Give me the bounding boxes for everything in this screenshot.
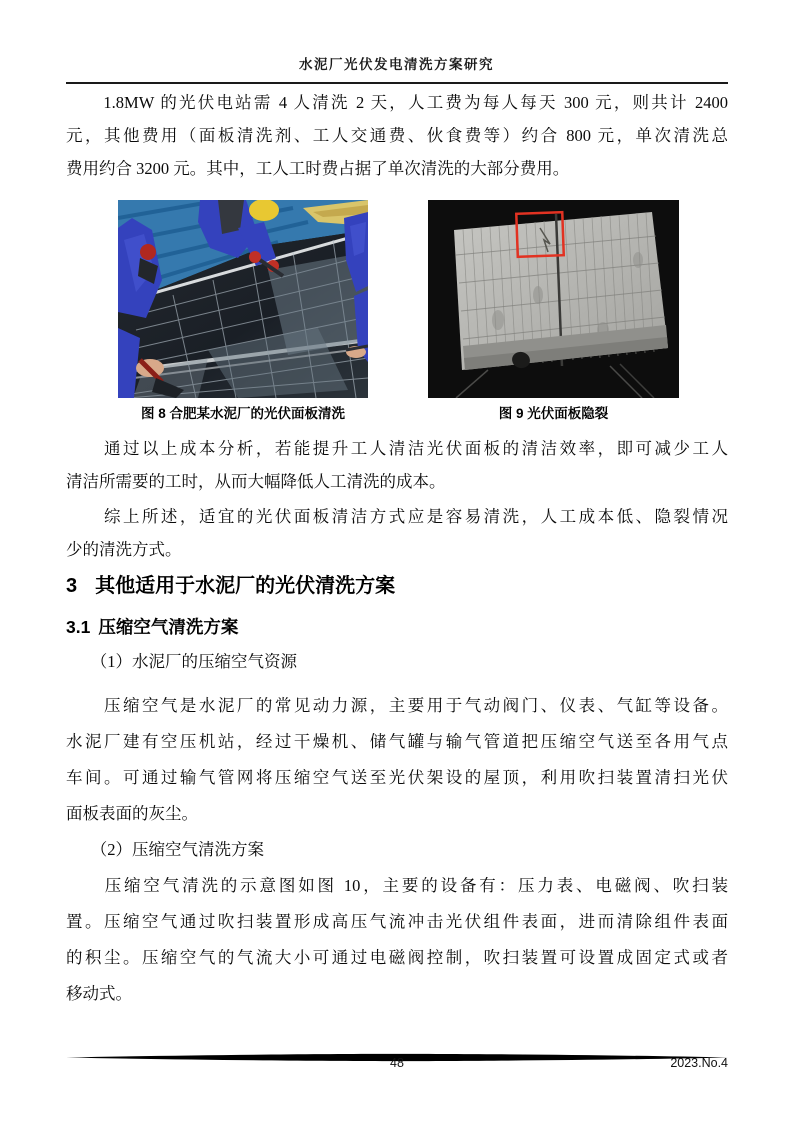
paragraph-line: 清洁所需要的工时，从而大幅降低人工清洗的成本。: [66, 472, 446, 491]
paragraph-line: 的积尘。压缩空气的气流大小可通过电磁阀控制，吹扫装置可设置成固定式或者: [66, 948, 728, 967]
body-paragraph-summary: [66, 500, 728, 566]
page-header-title: 水泥厂光伏发电清洗方案研究: [299, 57, 494, 72]
figure-9-photo-panel-crack: [428, 200, 679, 398]
body-paragraph-cost: [66, 86, 728, 185]
header-rule: [66, 82, 728, 84]
page-number: 48: [390, 1056, 404, 1070]
figure-8-caption: 图 8 合肥某水泥厂的光伏面板清洗: [140, 406, 345, 421]
paragraph-line: 压缩空气是水泥厂的常见动力源，主要用于气动阀门、仪表、气缸等设备。: [66, 696, 728, 715]
section-3-number: 3: [66, 575, 78, 597]
section-3-1-heading: [66, 615, 728, 639]
paragraph-line: 通过以上成本分析，若能提升工人清洁光伏面板的清洁效率，即可减少工人: [66, 439, 728, 458]
paragraph-line: 面板表面的灰尘。: [66, 804, 198, 823]
paragraph-line: 1.8MW 的光伏电站需 4 人清洗 2 天，人工费为每人每天 300 元，则共计 2400: [66, 93, 728, 112]
section-3-title: 其他适用于水泥厂的光伏清洗方案: [95, 575, 396, 597]
body-paragraph-efficiency: [66, 432, 728, 498]
body-paragraph-compressed-air-scheme: [66, 868, 728, 1012]
paragraph-line: 移动式。: [66, 984, 132, 1003]
paragraph-line: 水泥厂建有空压机站，经过干燥机、储气罐与输气管道把压缩空气送至各用气点: [66, 732, 728, 751]
paragraph-line: 置。压缩空气通过吹扫装置形成高压气流冲击光伏组件表面，进而清除组件表面: [66, 912, 728, 931]
page-footer: [66, 1056, 728, 1074]
panel-crack-el-art: [428, 200, 679, 398]
paragraph-line: 少的清洗方式。: [66, 540, 182, 559]
list-item-2: （2）压缩空气清洗方案: [66, 840, 264, 859]
figure-8-photo-panel-cleaning: [118, 200, 368, 398]
paragraph-line: 压缩空气清洗的示意图如图 10，主要的设备有：压力表、电磁阀、吹扫装: [66, 876, 728, 895]
section-3-1-number: 3.1: [66, 617, 91, 637]
body-paragraph-compressed-air-resource: [66, 688, 728, 832]
paragraph-line: 费用约合 3200 元。其中，工人工时费占据了单次清洗的大部分费用。: [66, 159, 570, 178]
list-item-1: （1）水泥厂的压缩空气资源: [66, 652, 297, 671]
journal-issue: 2023.No.4: [670, 1056, 728, 1070]
paragraph-line: 元，其他费用（面板清洗剂、工人交通费、伙食费等）约合 800 元，单次清洗总: [66, 126, 728, 145]
figure-9-caption: 图 9 光伏面板隐裂: [498, 406, 609, 421]
panel-cleaning-photo-art: [118, 200, 368, 398]
paragraph-line: 车间。可通过输气管网将压缩空气送至光伏架设的屋顶，利用吹扫装置清扫光伏: [66, 768, 728, 787]
paragraph-line: 综上所述，适宜的光伏面板清洁方式应是容易清洗，人工成本低、隐裂情况: [66, 507, 728, 526]
section-3-1-title: 压缩空气清洗方案: [98, 617, 239, 637]
section-3-heading: [66, 573, 728, 599]
